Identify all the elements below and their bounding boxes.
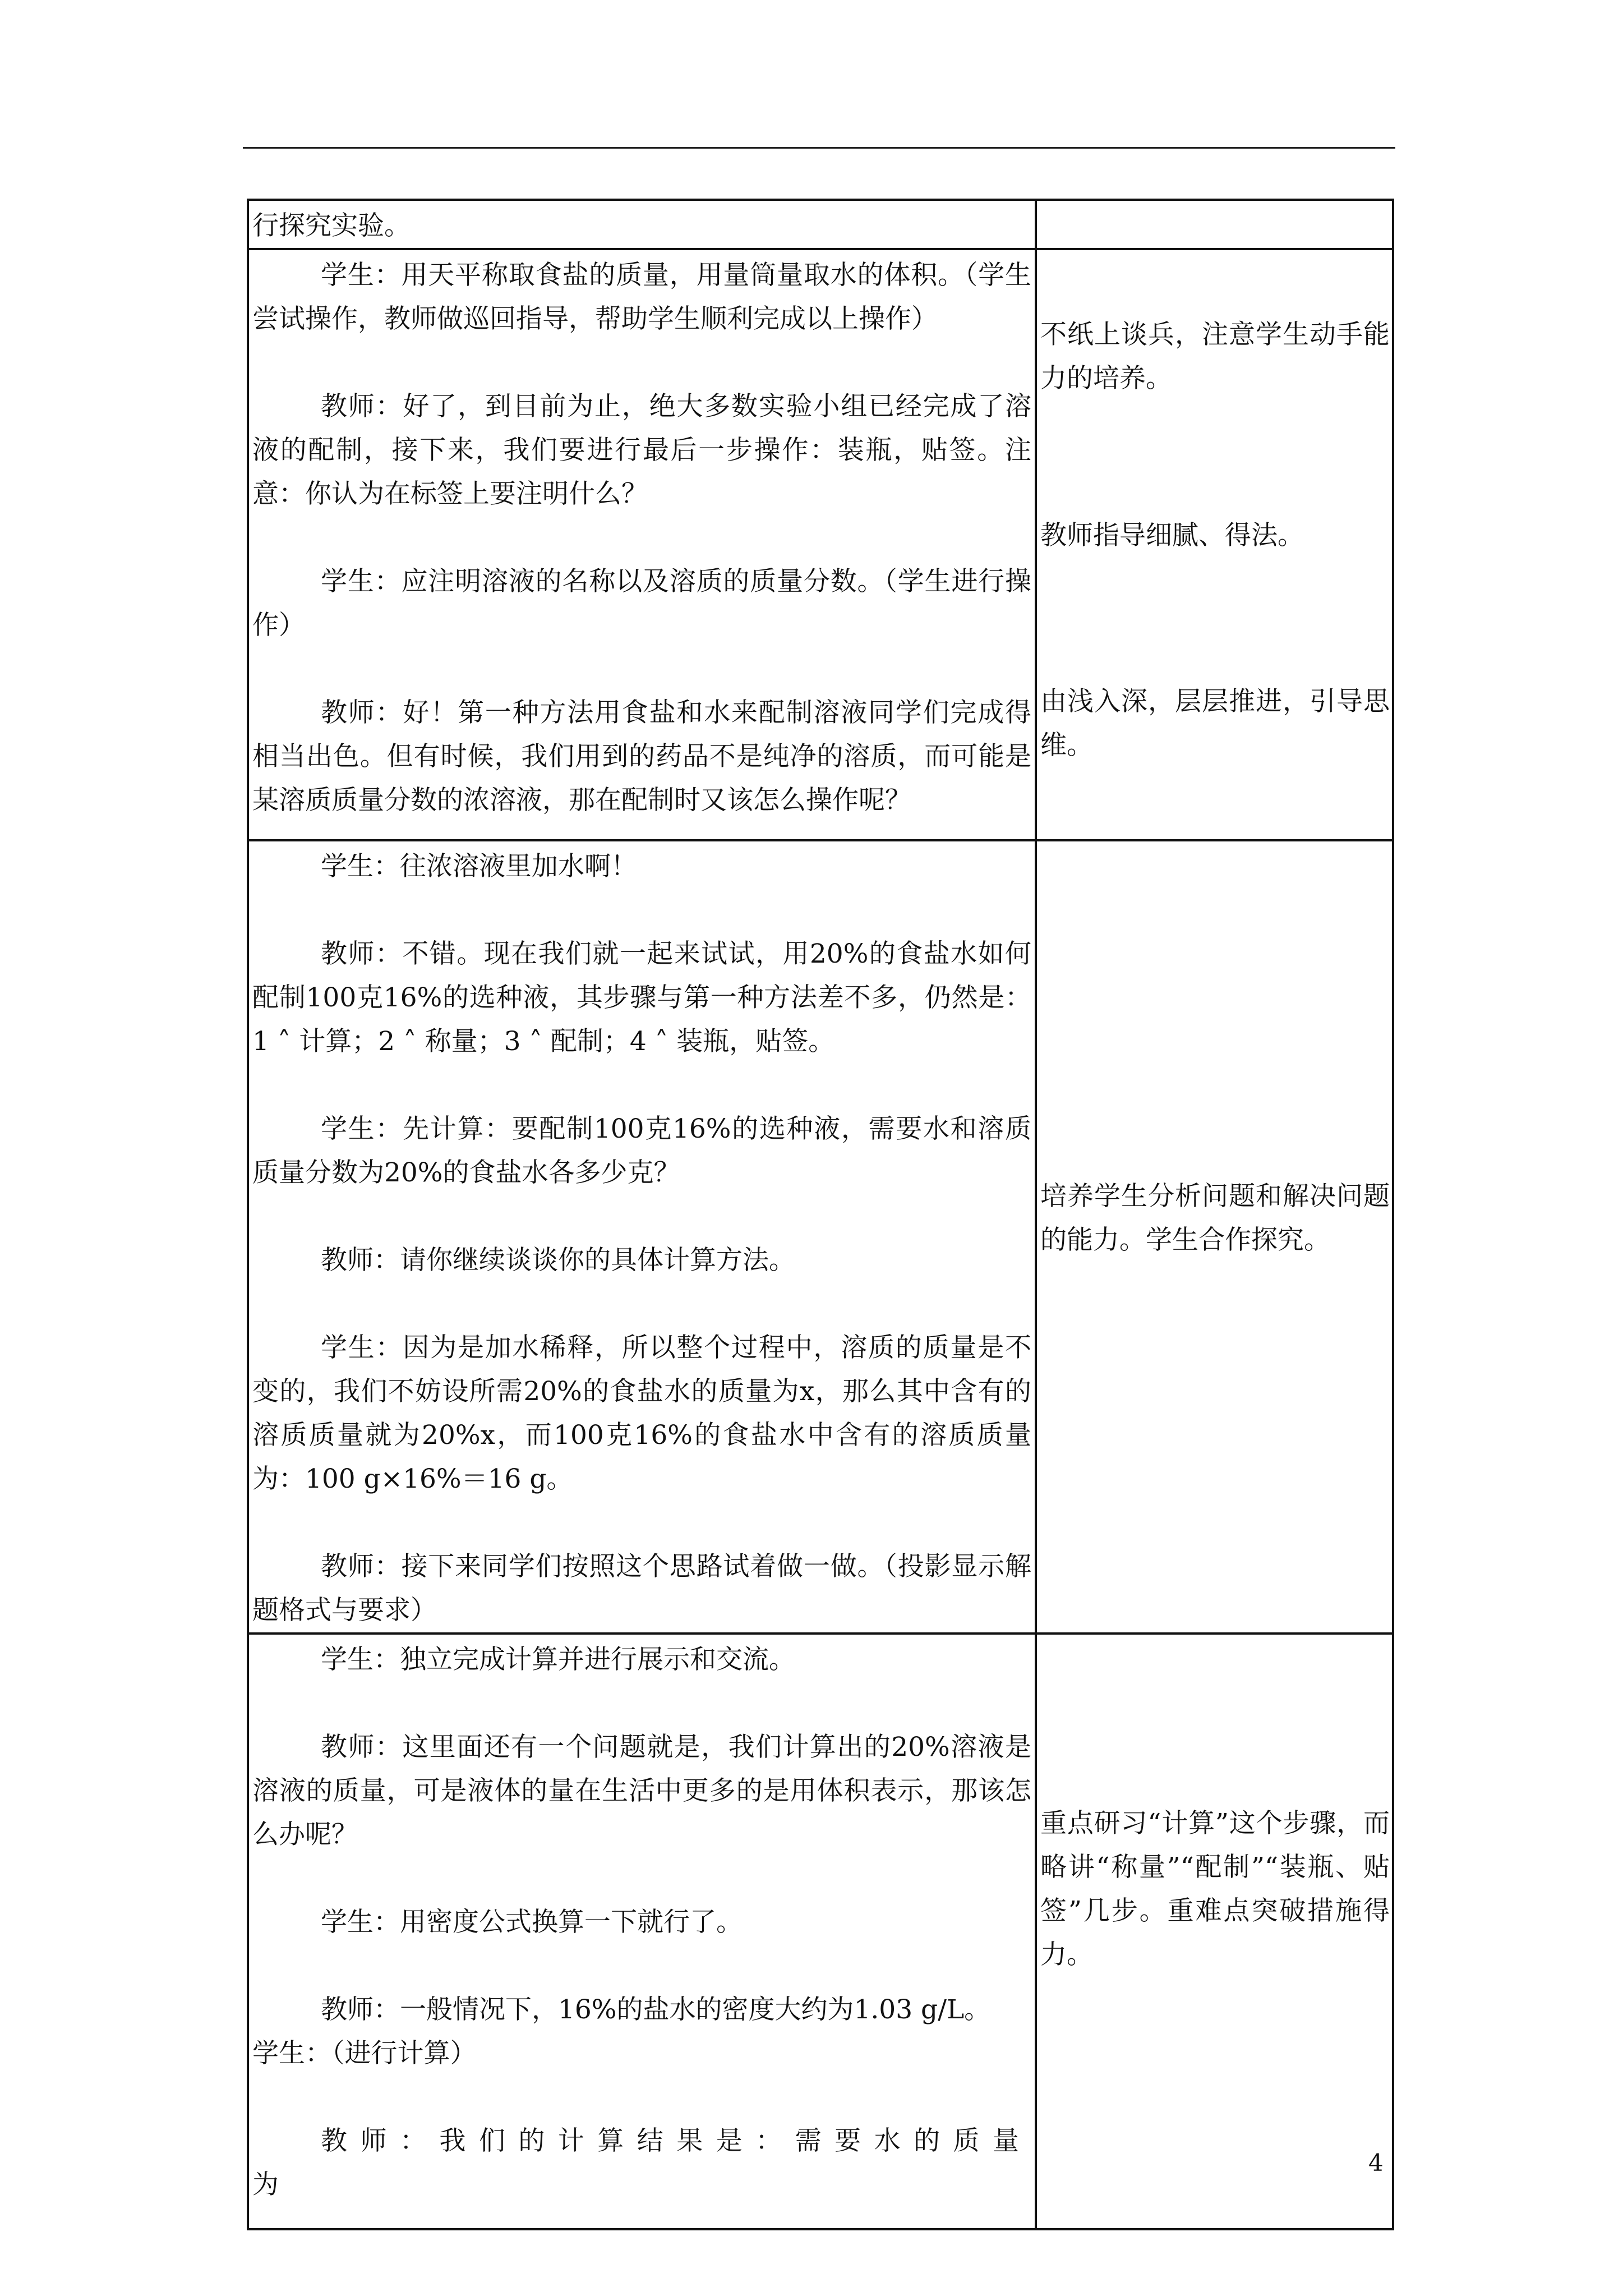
dialogue-paragraph: 教师：不错。现在我们就一起来试试，用20%的食盐水如何配制100克16%的选种液，其步骤与第一种方法差不多，仍然是：1 ˄ 计算；2 ˄ 称量；3 ˄ 配制；4 ˄ 装瓶，贴签。 xyxy=(252,938,1031,1057)
dialogue-paragraph: 学生：往浓溶液里加水啊！ xyxy=(321,851,637,882)
dialogue-paragraph: 行探究实验。 xyxy=(252,210,411,241)
dialogue-paragraph: 学生：用密度公式换算一下就行了。 xyxy=(321,1907,743,1938)
dialogue-paragraph: 教师：请你继续谈谈你的具体计算方法。 xyxy=(321,1245,795,1276)
table-row xyxy=(248,249,1393,840)
teaching-comment: 培养学生分析问题和解决问题的能力。学生合作探究。 xyxy=(1040,1181,1390,1255)
dialogue-paragraph: 学生：用天平称取食盐的质量，用量筒量取水的体积。（学生尝试操作，教师做巡回指导，帮助学生顺利完成以上操作） xyxy=(252,260,1031,334)
comment-cell xyxy=(1036,840,1393,1634)
comment-cell xyxy=(1036,249,1393,840)
dialogue-paragraph: 教师：好！第一种方法用食盐和水来配制溶液同学们完成得相当出色。但有时候，我们用到的药品不是纯净的溶质，而可能是某溶质质量分数的浓溶液，那在配制时又该怎么操作呢？ xyxy=(252,697,1031,816)
dialogue-paragraph: 教师：接下来同学们按照这个思路试着做一做。（投影显示解题格式与要求） xyxy=(252,1551,1031,1626)
dialogue-cell xyxy=(248,249,1036,840)
dialogue-cell xyxy=(248,200,1036,249)
dialogue-paragraph: 教师：一般情况下，16%的盐水的密度大约为1.03 g/L。 xyxy=(321,1994,991,2025)
table-row xyxy=(248,200,1393,249)
lesson-table xyxy=(247,199,1394,2230)
dialogue-paragraph: 学生：独立完成计算并进行展示和交流。 xyxy=(321,1644,795,1675)
teaching-comment: 不纸上谈兵，注意学生动手能力的培养。 xyxy=(1040,319,1390,394)
dialogue-cell xyxy=(248,840,1036,1634)
dialogue-paragraph: 教师：我们的计算结果是：需要水的质量为 xyxy=(252,2125,1031,2200)
comment-cell xyxy=(1036,200,1393,249)
header-rule xyxy=(243,147,1395,149)
dialogue-paragraph: 学生：（进行计算） xyxy=(252,2038,477,2069)
dialogue-paragraph: 学生：应注明溶液的名称以及溶质的质量分数。（学生进行操作） xyxy=(252,566,1031,641)
dialogue-cell xyxy=(248,1634,1036,2229)
dialogue-paragraph: 学生：先计算：要配制100克16%的选种液，需要水和溶质质量分数为20%的食盐水各多少克？ xyxy=(252,1114,1031,1188)
dialogue-paragraph: 学生：因为是加水稀释，所以整个过程中，溶质的质量是不变的，我们不妨设所需20%的食盐水的质量为x，那么其中含有的溶质质量就为20%x，而100克16%的食盐水中含有的溶质质量为：100 g×16%＝16 g。 xyxy=(252,1332,1031,1494)
dialogue-paragraph: 教师：这里面还有一个问题就是，我们计算出的20%溶液是溶液的质量，可是液体的量在生活中更多的是用体积表示，那该怎么办呢？ xyxy=(252,1732,1031,1850)
dialogue-paragraph: 教师：好了，到目前为止，绝大多数实验小组已经完成了溶液的配制，接下来，我们要进行最后一步操作：装瓶，贴签。注意：你认为在标签上要注明什么？ xyxy=(252,391,1031,509)
teaching-comment: 重点研习“计算”这个步骤，而略讲“称量”“配制”“装瓶、贴签”几步。重难点突破措施得力。 xyxy=(1040,1808,1390,1970)
table-row xyxy=(248,840,1393,1634)
table-row xyxy=(248,1634,1393,2229)
page-number: 4 xyxy=(1368,2149,1384,2177)
comment-cell xyxy=(1036,1634,1393,2229)
teaching-comment: 教师指导细腻、得法。 xyxy=(1040,520,1304,551)
teaching-comment: 由浅入深，层层推进，引导思维。 xyxy=(1040,686,1390,761)
